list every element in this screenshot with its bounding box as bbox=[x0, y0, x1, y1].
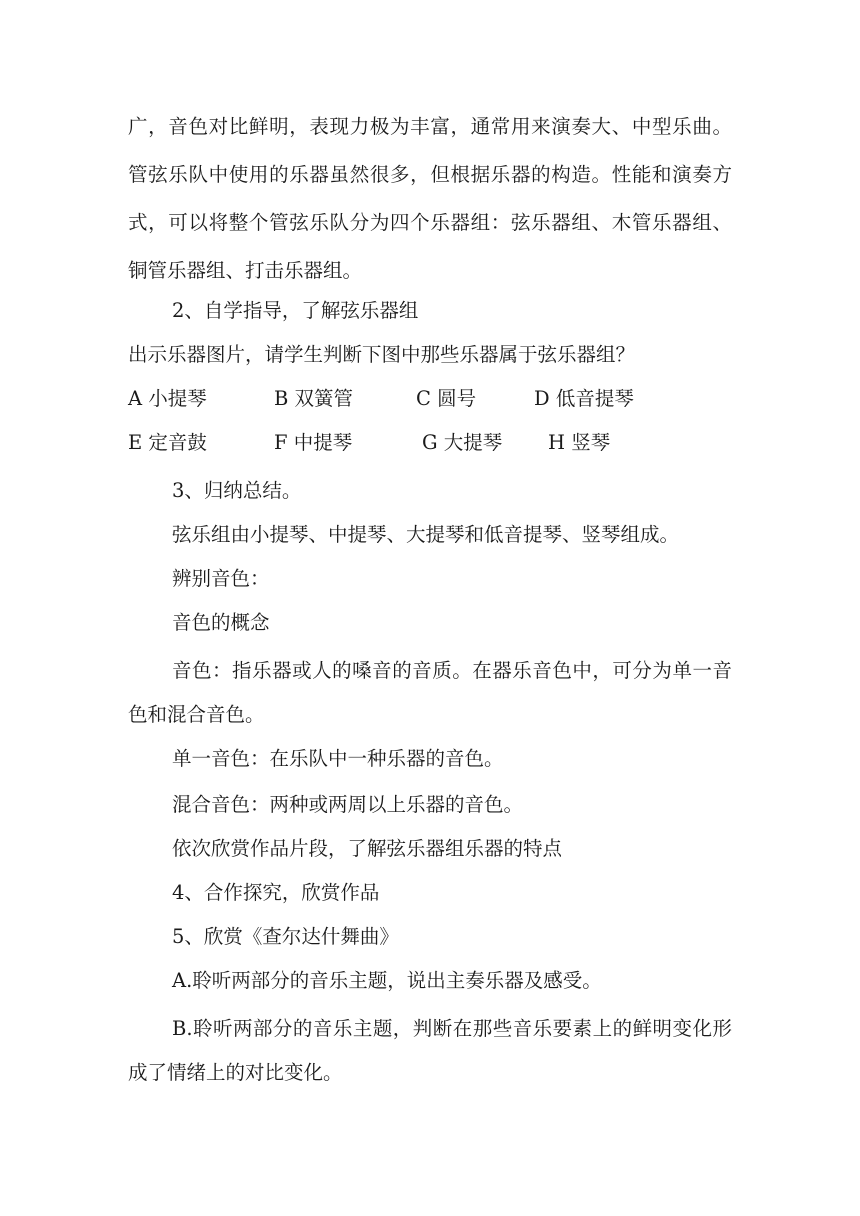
option-c: C 圆号 bbox=[416, 387, 477, 410]
task-b-line-2: 成了情绪上的对比变化。 bbox=[128, 1061, 343, 1084]
step4-heading: 4、合作探究，欣赏作品 bbox=[172, 881, 380, 904]
intro-line-1: 广，音色对比鲜明，表现力极为丰富，通常用来演奏大、中型乐曲。 bbox=[128, 115, 732, 138]
option-e: E 定音鼓 bbox=[128, 431, 207, 454]
task-a: A.聆听两部分的音乐主题，说出主奏乐器及感受。 bbox=[172, 969, 602, 992]
timbre-definition-line-1: 音色：指乐器或人的嗓音的音质。在器乐音色中，可分为单一音 bbox=[172, 659, 732, 682]
option-g: G 大提琴 bbox=[422, 431, 503, 454]
timbre-concept: 音色的概念 bbox=[172, 611, 270, 634]
single-timbre: 单一音色：在乐队中一种乐器的音色。 bbox=[172, 747, 504, 770]
option-b: B 双簧管 bbox=[274, 387, 354, 410]
intro-line-3: 式，可以将整个管弦乐队分为四个乐器组：弦乐器组、木管乐器组、 bbox=[128, 211, 732, 234]
timbre-definition-line-2: 色和混合音色。 bbox=[128, 703, 265, 726]
step5-heading: 5、欣赏《查尔达什舞曲》 bbox=[172, 925, 399, 948]
task-b-line-1: B.聆听两部分的音乐主题，判断在那些音乐要素上的鲜明变化形 bbox=[172, 1017, 732, 1040]
step3-heading: 3、归纳总结。 bbox=[172, 479, 302, 502]
option-h: H 竖琴 bbox=[548, 431, 611, 454]
appreciate-segments: 依次欣赏作品片段，了解弦乐器组乐器的特点 bbox=[172, 837, 563, 860]
distinguish-timbre: 辨别音色： bbox=[172, 567, 270, 590]
step2-heading: 2、自学指导，了解弦乐器组 bbox=[172, 299, 419, 322]
intro-line-4: 铜管乐器组、打击乐器组。 bbox=[128, 259, 363, 282]
intro-line-2: 管弦乐队中使用的乐器虽然很多，但根据乐器的构造。性能和演奏方 bbox=[128, 163, 732, 186]
option-a: A 小提琴 bbox=[128, 387, 207, 410]
option-f: F 中提琴 bbox=[274, 431, 353, 454]
summary-text: 弦乐组由小提琴、中提琴、大提琴和低音提琴、竖琴组成。 bbox=[172, 523, 680, 546]
mixed-timbre: 混合音色：两种或两周以上乐器的音色。 bbox=[172, 793, 524, 816]
option-d: D 低音提琴 bbox=[534, 387, 634, 410]
question-text: 出示乐器图片，请学生判断下图中那些乐器属于弦乐器组？ bbox=[128, 343, 636, 366]
